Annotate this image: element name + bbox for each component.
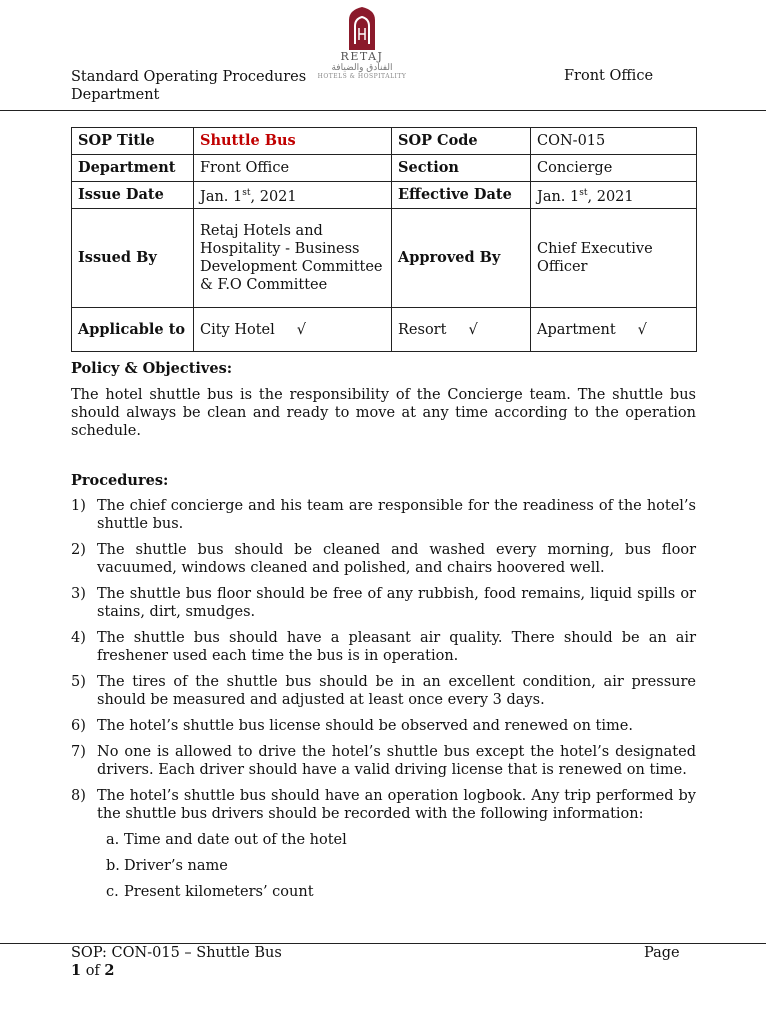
- list-item: [71, 585, 696, 621]
- retaj-logo: [316, 6, 408, 81]
- list-item: [71, 743, 696, 779]
- sub-list-item: [106, 857, 696, 875]
- footer-left: [71, 944, 282, 980]
- department-label: Department: [72, 155, 194, 182]
- list-item-number: 5): [71, 674, 86, 690]
- sub-list: [97, 831, 696, 901]
- sub-list-item: [106, 831, 696, 849]
- document-body: [71, 360, 696, 909]
- applicable-city-hotel-name: City Hotel: [200, 321, 275, 338]
- issue-date-sup: st: [242, 188, 251, 199]
- list-item: [71, 497, 696, 533]
- procedures-list: [71, 497, 696, 901]
- approved-by-value: Chief Executive Officer: [531, 209, 697, 308]
- check-mark-icon: √: [468, 321, 478, 338]
- list-item: [71, 673, 696, 709]
- page-total: 2: [104, 962, 115, 979]
- page-label: Page: [644, 945, 680, 961]
- issue-date-post: , 2021: [250, 188, 297, 205]
- effective-date-pre: Jan. 1: [537, 188, 580, 205]
- list-item: [71, 629, 696, 665]
- footer-sop-ref: SOP: CON-015 – Shuttle Bus: [71, 945, 282, 961]
- list-item-text: The tires of the shuttle bus should be in an excellent condition, air pressure should be measured and adjusted at least once every 3 days.: [97, 674, 696, 708]
- sub-list-text: Time and date out of the hotel: [124, 832, 347, 848]
- list-item-number: 1): [71, 498, 86, 514]
- sop-code-label: SOP Code: [392, 128, 531, 155]
- list-item-number: 7): [71, 744, 86, 760]
- issue-date-value: [194, 182, 392, 209]
- list-item-text: The hotel’s shuttle bus license should be observed and renewed on time.: [97, 718, 633, 734]
- header-right: Front Office: [564, 68, 654, 84]
- list-item-number: 2): [71, 542, 86, 558]
- logo-arabic: الفنادق والضيافة: [331, 63, 393, 73]
- sop-title-label: SOP Title: [72, 128, 194, 155]
- department-value: Front Office: [194, 155, 392, 182]
- table-row: [72, 182, 697, 209]
- page-of: of: [85, 963, 100, 979]
- issue-date-label: Issue Date: [72, 182, 194, 209]
- list-item-number: 3): [71, 586, 86, 602]
- logo-sub: HOTELS & HOSPITALITY: [317, 73, 407, 80]
- sub-list-letter: b.: [106, 858, 120, 874]
- sop-title-value: Shuttle Bus: [194, 128, 392, 155]
- section-label: Section: [392, 155, 531, 182]
- table-row: [72, 155, 697, 182]
- applicable-apartment: [531, 308, 697, 352]
- effective-date-sup: st: [579, 188, 588, 199]
- effective-date-label: Effective Date: [392, 182, 531, 209]
- retaj-logo-icon: [346, 6, 378, 50]
- issue-date-pre: Jan. 1: [200, 188, 243, 205]
- header-divider: [0, 110, 766, 111]
- procedures-title: Procedures:: [71, 472, 169, 489]
- sub-list-item: [106, 883, 696, 901]
- list-item-text: The shuttle bus should be cleaned and washed every morning, bus floor vacuumed, windows cleaned and polished, and chairs hoovered well.: [97, 542, 696, 576]
- issued-by-label: Issued By: [72, 209, 194, 308]
- table-row: [72, 209, 697, 308]
- sub-list-letter: a.: [106, 832, 120, 848]
- list-item-text: No one is allowed to drive the hotel’s shuttle bus except the hotel’s designated drivers. Each driver should have a valid driving license that is renewed on time.: [97, 744, 696, 778]
- list-item: [71, 717, 696, 735]
- header-department: Department: [71, 87, 160, 103]
- page-number: [71, 962, 282, 980]
- effective-date-post: , 2021: [587, 188, 634, 205]
- sop-info-table: [71, 127, 697, 352]
- list-item: [71, 787, 696, 901]
- list-item: [71, 541, 696, 577]
- logo-brand: RETAJ: [340, 50, 384, 63]
- applicable-resort: [392, 308, 531, 352]
- table-row: [72, 128, 697, 155]
- policy-title: Policy & Objectives:: [71, 360, 233, 377]
- applicable-resort-name: Resort: [398, 321, 447, 338]
- list-item-text: The shuttle bus floor should be free of any rubbish, food remains, liquid spills or stains, dirt, smudges.: [97, 586, 696, 620]
- list-item-number: 4): [71, 630, 86, 646]
- sub-list-text: Driver’s name: [124, 858, 228, 874]
- header-sop-title: Standard Operating Procedures: [71, 69, 307, 85]
- page-current: 1: [71, 962, 82, 979]
- applicable-city-hotel: [194, 308, 392, 352]
- list-item-text: The chief concierge and his team are responsible for the readiness of the hotel’s shuttle bus.: [97, 498, 696, 532]
- policy-text: The hotel shuttle bus is the responsibility of the Concierge team. The shuttle bus should always be clean and ready to move at any time according to the operation schedule.: [71, 387, 696, 439]
- list-item-number: 6): [71, 718, 86, 734]
- applicable-apartment-name: Apartment: [537, 321, 616, 338]
- header-left: [71, 68, 306, 104]
- table-row: [72, 308, 697, 352]
- sop-code-value: CON-015: [531, 128, 697, 155]
- list-item-number: 8): [71, 788, 86, 804]
- effective-date-value: [531, 182, 697, 209]
- sub-list-letter: c.: [106, 884, 119, 900]
- section-value: Concierge: [531, 155, 697, 182]
- list-item-text: The shuttle bus should have a pleasant air quality. There should be an air freshener used each time the bus is in operation.: [97, 630, 696, 664]
- applicable-label: Applicable to: [72, 308, 194, 352]
- check-mark-icon: √: [637, 321, 647, 338]
- check-mark-icon: √: [296, 321, 307, 338]
- approved-by-label: Approved By: [392, 209, 531, 308]
- sub-list-text: Present kilometers’ count: [124, 884, 314, 900]
- list-item-text: The hotel’s shuttle bus should have an operation logbook. Any trip performed by the shuttle bus drivers should be recorded with the following information:: [97, 788, 696, 822]
- issued-by-value: Retaj Hotels and Hospitality - Business Development Committee & F.O Committee: [194, 209, 392, 308]
